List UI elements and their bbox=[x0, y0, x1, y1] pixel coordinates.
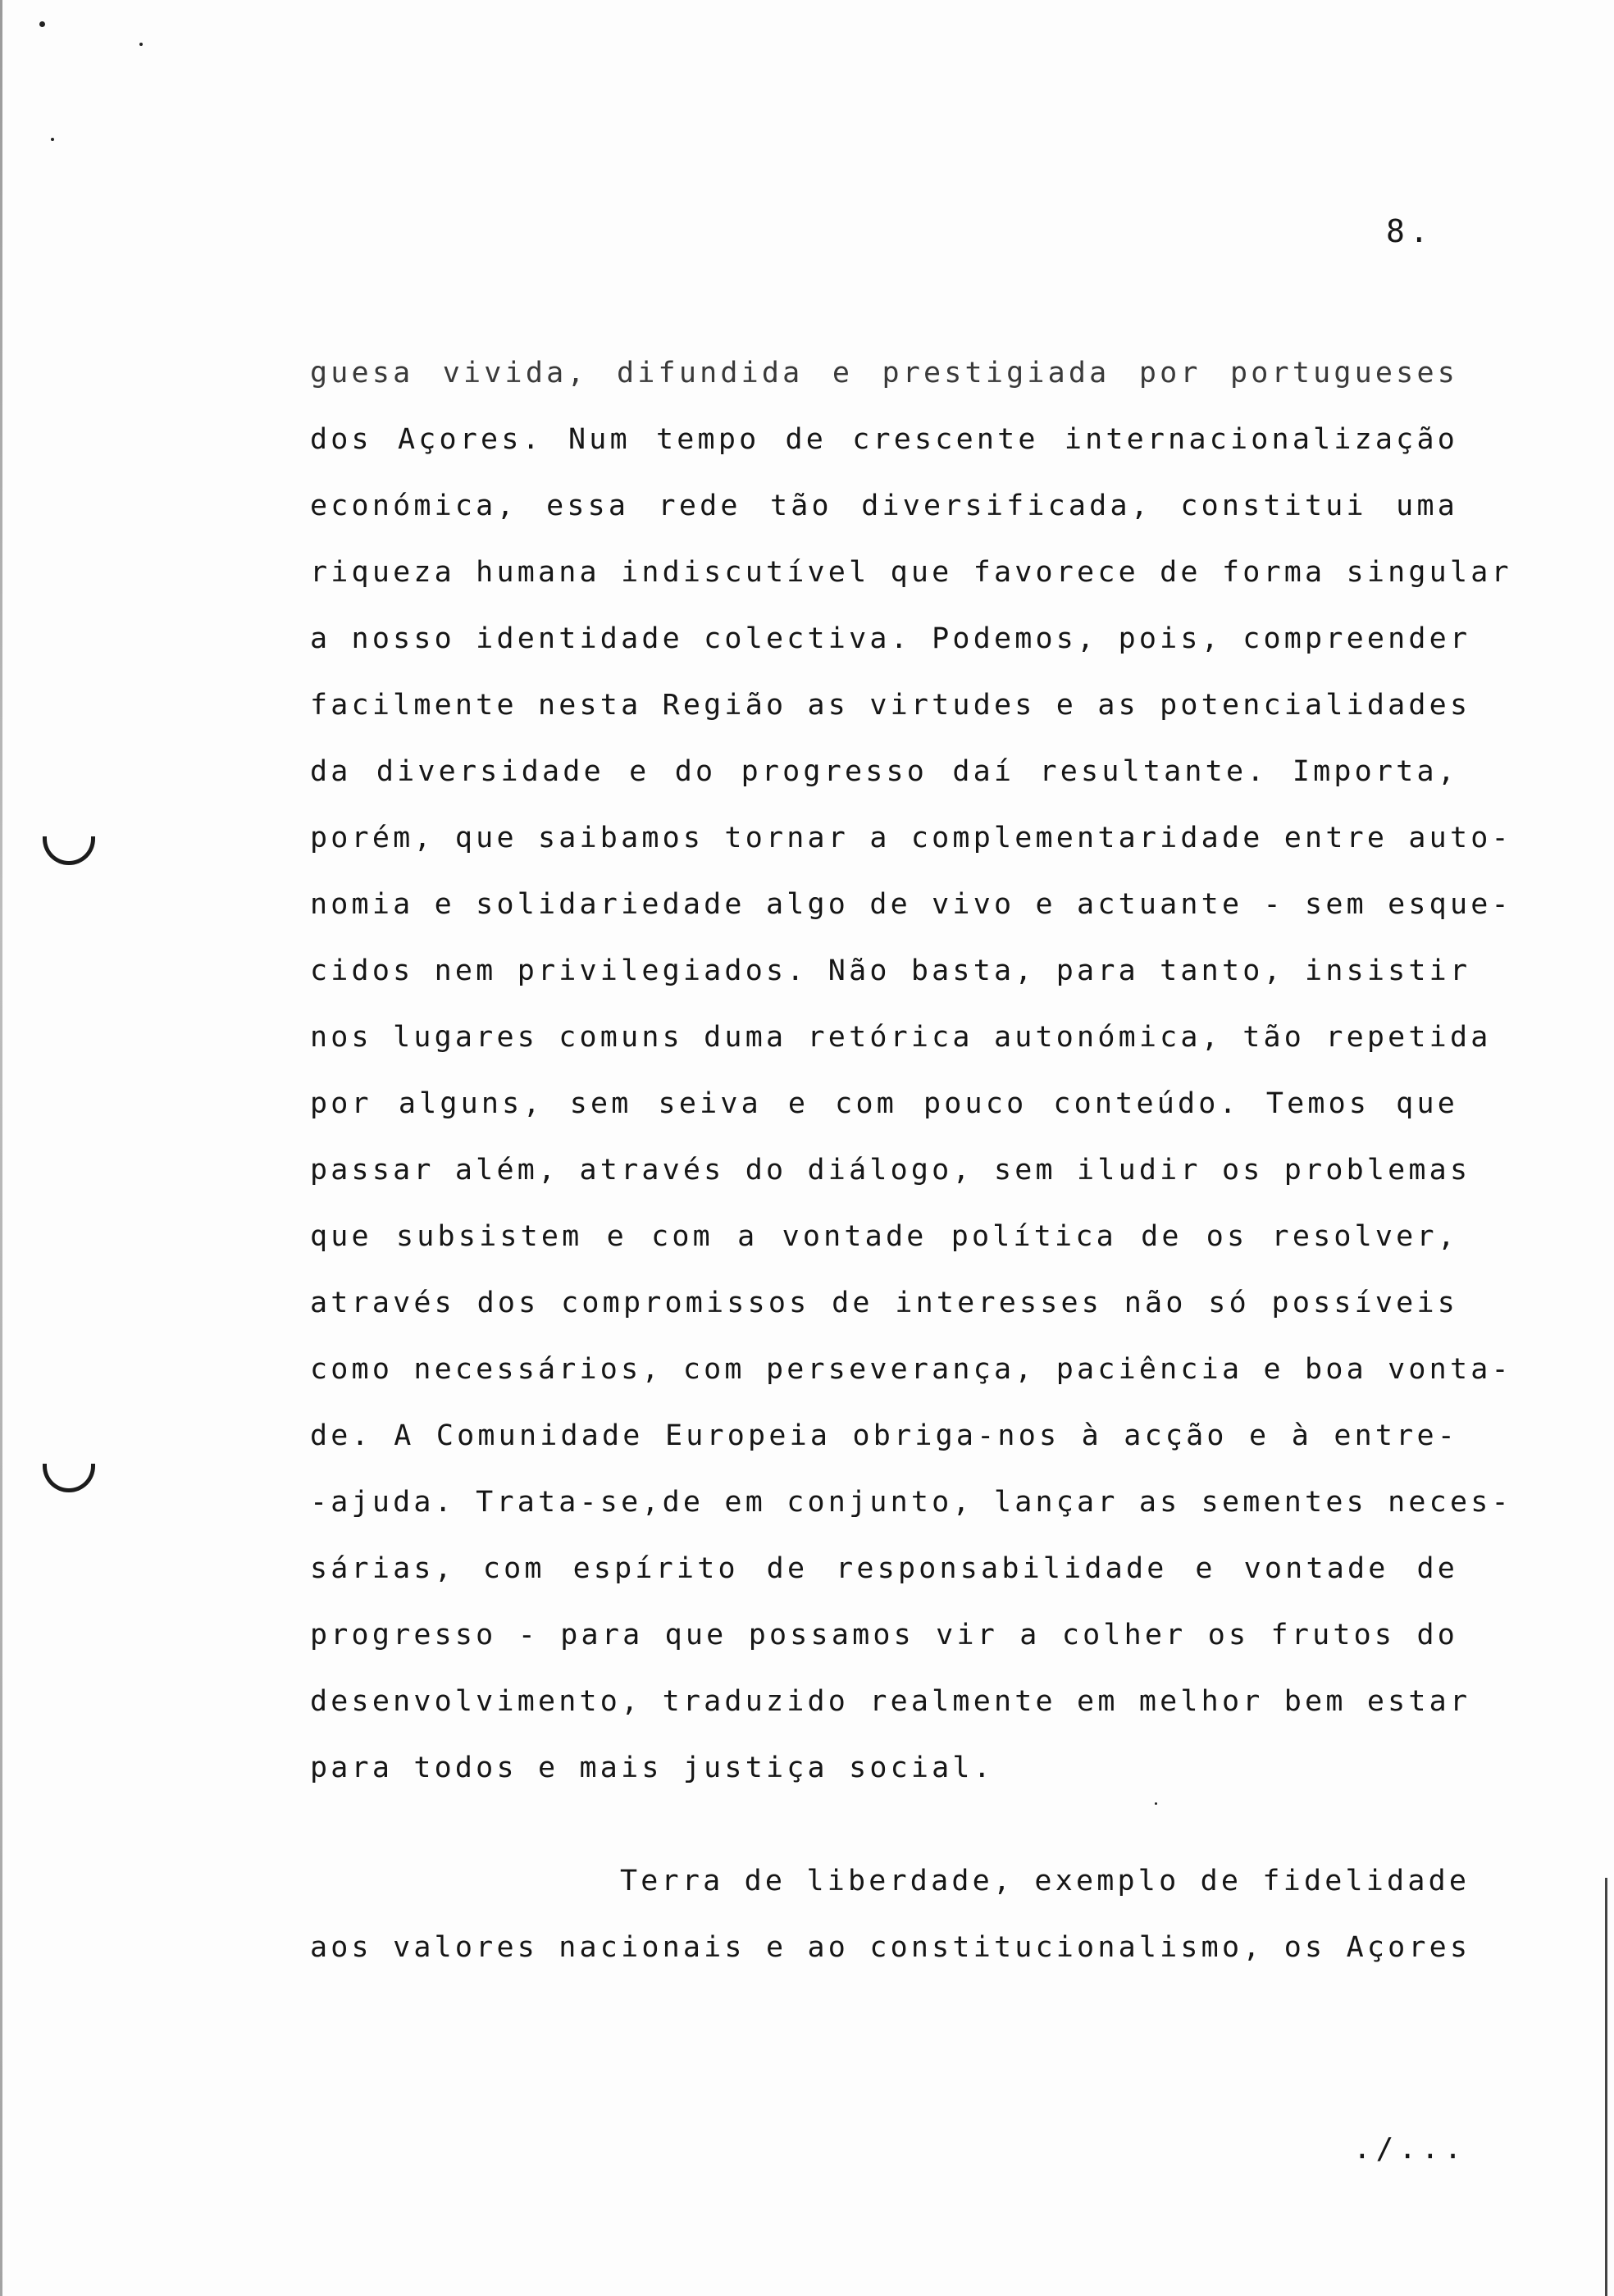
scan-speck bbox=[39, 21, 45, 27]
page-left-edge bbox=[0, 0, 2, 2296]
continuation-marker: ./... bbox=[1353, 2132, 1467, 2166]
text-line: por alguns, sem seiva e com pouco conteúdo. Temos que bbox=[310, 1087, 1458, 1120]
text-line: para todos e mais justiça social. bbox=[310, 1752, 994, 1784]
punch-hole-mark bbox=[43, 1464, 95, 1492]
text-line: Terra de liberdade, exemplo de fidelidade bbox=[620, 1865, 1470, 1897]
text-line: nos lugares comuns duma retórica autonómica, tão repetida bbox=[310, 1021, 1492, 1054]
text-line: cidos nem privilegiados. Não basta, para tanto, insistir bbox=[310, 954, 1471, 987]
scan-speck bbox=[139, 43, 143, 46]
page-number: 8. bbox=[1386, 213, 1434, 249]
paragraph-2 bbox=[310, 1848, 1471, 1981]
text-line: a nosso identidade colectiva. Podemos, pois, compreender bbox=[310, 622, 1471, 655]
text-line: da diversidade e do progresso daí resultante. Importa, bbox=[310, 755, 1458, 788]
text-line: através dos compromissos de interesses não só possíveis bbox=[310, 1287, 1458, 1319]
text-line: passar além, através do diálogo, sem iludir os problemas bbox=[310, 1154, 1471, 1187]
scan-speck bbox=[51, 138, 54, 141]
text-line: económica, essa rede tão diversificada, constitui uma bbox=[310, 490, 1458, 522]
text-line: sárias, com espírito de responsabilidade e vontade de bbox=[310, 1552, 1458, 1585]
page-right-edge bbox=[1605, 1878, 1607, 2296]
punch-hole-mark bbox=[43, 836, 95, 865]
text-line: -ajuda. Trata-se,de em conjunto, lançar as sementes neces- bbox=[310, 1486, 1512, 1519]
text-line: dos Açores. Num tempo de crescente internacionalização bbox=[310, 423, 1458, 456]
text-line: que subsistem e com a vontade política de os resolver, bbox=[310, 1220, 1458, 1253]
text-line: nomia e solidariedade algo de vivo e actuante - sem esque- bbox=[310, 888, 1512, 921]
text-line: riqueza humana indiscutível que favorece de forma singular bbox=[310, 556, 1512, 589]
text-line: de. A Comunidade Europeia obriga-nos à acção e à entre- bbox=[310, 1419, 1458, 1452]
text-line: facilmente nesta Região as virtudes e as potencialidades bbox=[310, 689, 1471, 722]
paragraph-1 bbox=[310, 340, 1512, 1802]
text-line: como necessários, com perseverança, paciência e boa vonta- bbox=[310, 1353, 1512, 1386]
text-line: aos valores nacionais e ao constitucionalismo, os Açores bbox=[310, 1931, 1471, 1964]
scan-speck bbox=[1155, 1802, 1157, 1805]
text-line: porém, que saibamos tornar a complementaridade entre auto- bbox=[310, 822, 1512, 854]
text-line: guesa vivida, difundida e prestigiada por portugueses bbox=[310, 357, 1458, 390]
text-line: progresso - para que possamos vir a colher os frutos do bbox=[310, 1619, 1458, 1651]
text-line: desenvolvimento, traduzido realmente em melhor bem estar bbox=[310, 1685, 1471, 1718]
